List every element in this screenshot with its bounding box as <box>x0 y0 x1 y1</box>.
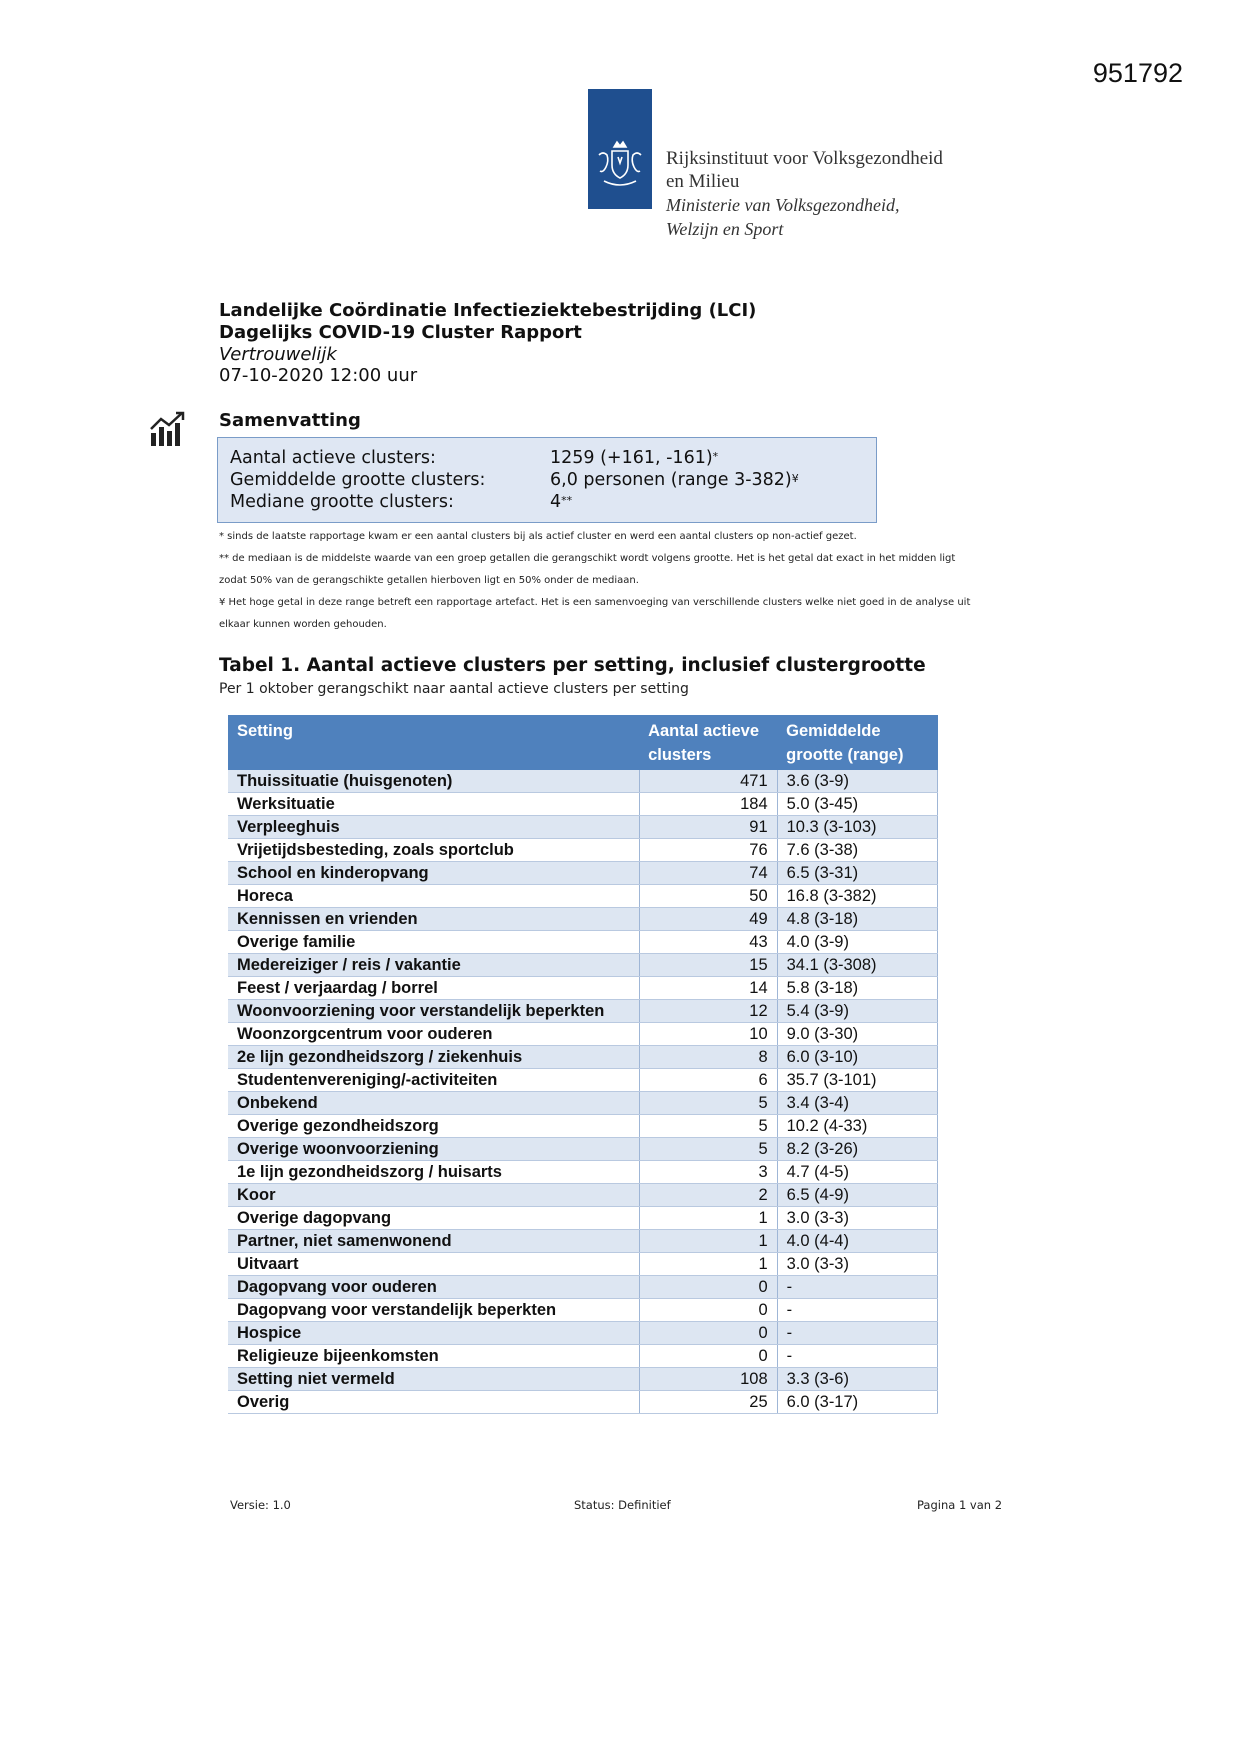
report-title: Dagelijks COVID-19 Cluster Rapport <box>219 322 582 343</box>
table-row <box>228 1023 938 1046</box>
footnote-mark: ** <box>561 494 573 507</box>
cell-setting: Medereiziger / reis / vakantie <box>228 954 639 977</box>
cell-count: 5 <box>639 1115 777 1138</box>
report-organization: Landelijke Coördinatie Infectieziektebestrijding (LCI) <box>219 300 757 321</box>
cell-setting: Woonvoorziening voor verstandelijk beperkten <box>228 1000 639 1023</box>
cell-size: 4.0 (3-9) <box>777 931 937 954</box>
cell-setting: Overige familie <box>228 931 639 954</box>
table-row <box>228 1138 938 1161</box>
cell-setting: 1e lijn gezondheidszorg / huisarts <box>228 1161 639 1184</box>
column-header-setting: Setting <box>228 715 639 770</box>
cell-setting: Setting niet vermeld <box>228 1368 639 1391</box>
cell-setting: Hospice <box>228 1322 639 1345</box>
cell-size: 4.7 (4-5) <box>777 1161 937 1184</box>
cell-setting: School en kinderopvang <box>228 862 639 885</box>
footer-page: Pagina 1 van 2 <box>917 1498 1003 1512</box>
column-header-size: Gemiddelde grootte (range) <box>777 715 937 770</box>
table-row <box>228 1115 938 1138</box>
cell-size: 5.8 (3-18) <box>777 977 937 1000</box>
cell-setting: Uitvaart <box>228 1253 639 1276</box>
cell-setting: Thuissituatie (huisgenoten) <box>228 770 639 793</box>
organization-name <box>666 147 943 241</box>
cell-setting: Feest / verjaardag / borrel <box>228 977 639 1000</box>
footnote-mark: ¥ <box>791 472 799 485</box>
cell-setting: Onbekend <box>228 1092 639 1115</box>
summary-value: 4** <box>550 492 573 512</box>
cell-count: 0 <box>639 1299 777 1322</box>
footnote-1: * sinds de laatste rapportage kwam er een aantal clusters bij als actief cluster en werd een aantal clusters op non-actief gezet. <box>219 531 857 542</box>
cell-size: 3.4 (3-4) <box>777 1092 937 1115</box>
cell-count: 1 <box>639 1253 777 1276</box>
cell-size: 3.0 (3-3) <box>777 1207 937 1230</box>
cell-size: 9.0 (3-30) <box>777 1023 937 1046</box>
cell-setting: Partner, niet samenwonend <box>228 1230 639 1253</box>
cell-size: - <box>777 1345 937 1368</box>
cell-size: - <box>777 1276 937 1299</box>
cell-count: 6 <box>639 1069 777 1092</box>
chart-growth-icon <box>149 411 187 451</box>
table-row <box>228 954 938 977</box>
cell-count: 3 <box>639 1161 777 1184</box>
cell-count: 8 <box>639 1046 777 1069</box>
cell-setting: Religieuze bijeenkomsten <box>228 1345 639 1368</box>
cell-size: 10.2 (4-33) <box>777 1115 937 1138</box>
cell-setting: Overige woonvoorziening <box>228 1138 639 1161</box>
cell-size: - <box>777 1322 937 1345</box>
table-row <box>228 1299 938 1322</box>
cell-size: 6.0 (3-17) <box>777 1391 937 1414</box>
cell-count: 10 <box>639 1023 777 1046</box>
cell-count: 49 <box>639 908 777 931</box>
table-row <box>228 1207 938 1230</box>
summary-value: 1259 (+161, -161)* <box>550 448 719 468</box>
table-row <box>228 1253 938 1276</box>
cell-count: 25 <box>639 1391 777 1414</box>
cell-setting: Horeca <box>228 885 639 908</box>
summary-label: Aantal actieve clusters: <box>230 448 436 468</box>
cell-size: 3.3 (3-6) <box>777 1368 937 1391</box>
org-line-3: Ministerie van Volksgezondheid, <box>666 195 900 215</box>
table-row <box>228 770 938 793</box>
table-subtitle: Per 1 oktober gerangschikt naar aantal actieve clusters per setting <box>219 681 689 697</box>
cell-count: 0 <box>639 1345 777 1368</box>
cell-count: 15 <box>639 954 777 977</box>
table-row <box>228 977 938 1000</box>
cell-size: 5.4 (3-9) <box>777 1000 937 1023</box>
cell-count: 471 <box>639 770 777 793</box>
footnote-2: ** de mediaan is de middelste waarde van een groep getallen die gerangschikt wordt volgens grootte. Het is het getal dat exact in het midden ligt <box>219 553 956 564</box>
cell-size: 8.2 (3-26) <box>777 1138 937 1161</box>
table-row <box>228 1368 938 1391</box>
cell-setting: Studentenvereniging/-activiteiten <box>228 1069 639 1092</box>
cell-size: 16.8 (3-382) <box>777 885 937 908</box>
table-row <box>228 862 938 885</box>
cell-size: - <box>777 1299 937 1322</box>
footnote-3: ¥ Het hoge getal in deze range betreft een rapportage artefact. Het is een samenvoeging van verschillende clusters welke niet goed in de analyse uit <box>219 597 971 608</box>
footnote-mark: * <box>712 450 719 463</box>
cell-size: 6.5 (3-31) <box>777 862 937 885</box>
org-line-1: Rijksinstituut voor Volksgezondheid <box>666 148 943 169</box>
cell-count: 108 <box>639 1368 777 1391</box>
cell-setting: Overig <box>228 1391 639 1414</box>
cell-size: 4.8 (3-18) <box>777 908 937 931</box>
table-row <box>228 1161 938 1184</box>
cell-size: 5.0 (3-45) <box>777 793 937 816</box>
cell-count: 76 <box>639 839 777 862</box>
cell-count: 91 <box>639 816 777 839</box>
table-row <box>228 1184 938 1207</box>
org-line-2: en Milieu <box>666 171 740 192</box>
cell-count: 12 <box>639 1000 777 1023</box>
footnote-2-continued: zodat 50% van de gerangschikte getallen hierboven ligt en 50% onder de mediaan. <box>219 575 639 586</box>
table-row <box>228 1230 938 1253</box>
cell-setting: Woonzorgcentrum voor ouderen <box>228 1023 639 1046</box>
cell-count: 1 <box>639 1230 777 1253</box>
cell-count: 74 <box>639 862 777 885</box>
cell-setting: Dagopvang voor ouderen <box>228 1276 639 1299</box>
table-row <box>228 839 938 862</box>
table-row <box>228 1345 938 1368</box>
cell-count: 14 <box>639 977 777 1000</box>
table-row <box>228 1276 938 1299</box>
cell-count: 43 <box>639 931 777 954</box>
dutch-coat-of-arms-icon <box>594 139 646 189</box>
cell-setting: Koor <box>228 1184 639 1207</box>
table-body <box>228 770 938 1414</box>
cell-count: 0 <box>639 1322 777 1345</box>
cell-size: 7.6 (3-38) <box>777 839 937 862</box>
summary-title: Samenvatting <box>219 410 361 431</box>
cell-count: 184 <box>639 793 777 816</box>
cell-size: 34.1 (3-308) <box>777 954 937 977</box>
summary-label: Gemiddelde grootte clusters: <box>230 470 486 490</box>
column-header-count: Aantal actieve clusters <box>639 715 777 770</box>
footnote-3-continued: elkaar kunnen worden gehouden. <box>219 619 387 630</box>
cell-size: 10.3 (3-103) <box>777 816 937 839</box>
footer-version: Versie: 1.0 <box>230 1498 291 1512</box>
cell-count: 50 <box>639 885 777 908</box>
document-number: 951792 <box>1092 58 1183 88</box>
cell-setting: Verpleeghuis <box>228 816 639 839</box>
footer-status: Status: Definitief <box>574 1498 671 1512</box>
report-date: 07-10-2020 12:00 uur <box>219 365 418 386</box>
org-line-4: Welzijn en Sport <box>666 219 784 239</box>
cell-setting: Overige gezondheidszorg <box>228 1115 639 1138</box>
government-logo <box>588 89 652 209</box>
report-header <box>219 300 756 387</box>
table-row <box>228 1000 938 1023</box>
cell-count: 5 <box>639 1138 777 1161</box>
cell-size: 3.6 (3-9) <box>777 770 937 793</box>
cell-setting: Overige dagopvang <box>228 1207 639 1230</box>
table-row <box>228 885 938 908</box>
clusters-table <box>228 715 938 1414</box>
table-row <box>228 1391 938 1414</box>
cell-setting: 2e lijn gezondheidszorg / ziekenhuis <box>228 1046 639 1069</box>
cell-size: 6.0 (3-10) <box>777 1046 937 1069</box>
summary-box <box>217 437 877 523</box>
table-row <box>228 816 938 839</box>
cell-setting: Vrijetijdsbesteding, zoals sportclub <box>228 839 639 862</box>
cell-count: 0 <box>639 1276 777 1299</box>
table-header-row <box>228 715 938 770</box>
cell-size: 6.5 (4-9) <box>777 1184 937 1207</box>
cell-setting: Dagopvang voor verstandelijk beperkten <box>228 1299 639 1322</box>
confidential-label: Vertrouwelijk <box>219 344 337 365</box>
cell-setting: Werksituatie <box>228 793 639 816</box>
table-title: Tabel 1. Aantal actieve clusters per setting, inclusief clustergrootte <box>219 655 926 676</box>
cell-size: 3.0 (3-3) <box>777 1253 937 1276</box>
table-row <box>228 1092 938 1115</box>
table-row <box>228 1069 938 1092</box>
table-row <box>228 1322 938 1345</box>
cell-count: 2 <box>639 1184 777 1207</box>
cell-count: 1 <box>639 1207 777 1230</box>
table-row <box>228 908 938 931</box>
cell-size: 35.7 (3-101) <box>777 1069 937 1092</box>
cell-setting: Kennissen en vrienden <box>228 908 639 931</box>
summary-label: Mediane grootte clusters: <box>230 492 454 512</box>
summary-value: 6,0 personen (range 3-382)¥ <box>550 470 799 490</box>
cell-count: 5 <box>639 1092 777 1115</box>
table-row <box>228 931 938 954</box>
table-row <box>228 1046 938 1069</box>
table-row <box>228 793 938 816</box>
cell-size: 4.0 (4-4) <box>777 1230 937 1253</box>
